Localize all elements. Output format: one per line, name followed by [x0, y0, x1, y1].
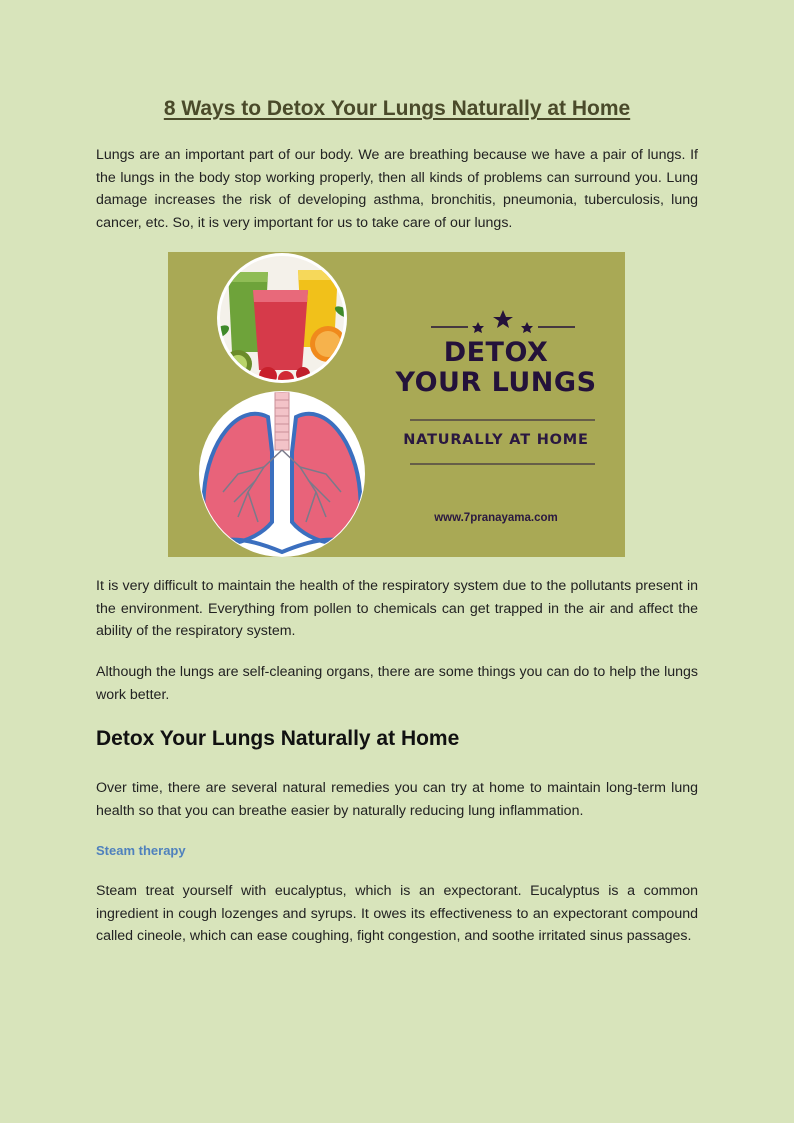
section-heading: Detox Your Lungs Naturally at Home [96, 727, 460, 750]
page-title: 8 Ways to Detox Your Lungs Naturally at Home [163, 97, 631, 120]
paragraph-respiratory-difficulty: It is very difficult to maintain the health of the respiratory system due to the pollutants present in the environment. Everything from pollen to chemicals can get trapped in the air and affect the ability of the respiratory system. [96, 578, 698, 639]
paragraph-natural-remedies: Over time, there are several natural remedies you can try at home to maintain long-term lung health so that you can breathe easier by naturally reducing lung inflammation. [96, 780, 698, 819]
paragraph-intro: Lungs are an important part of our body. We are breathing because we have a pair of lungs. If the lungs in the body stop working properly, then all kinds of problems can surround you. Lung damage increases the risk of developing asthma, bronchitis, pneumonia, tuberculosis, lung cancer, etc. So, it is very important for us to take care of our lungs. [96, 147, 698, 231]
star-icon [493, 310, 513, 328]
star-icon [521, 322, 533, 333]
banner-headline-line2: YOUR LUNGS [395, 367, 597, 398]
subsection-heading-steam: Steam therapy [96, 843, 186, 858]
paragraph-self-cleaning: Although the lungs are self-cleaning organs, there are some things you can do to help the lungs work better. [96, 664, 698, 703]
banner-headline-line1: DETOX [443, 337, 549, 368]
lungs-illustration [199, 391, 365, 557]
banner-subtitle: NATURALLY AT HOME [403, 432, 589, 448]
smoothies-illustration [208, 252, 358, 392]
hero-banner-image [168, 252, 625, 557]
banner-url: www.7pranayama.com [434, 512, 558, 524]
paragraph-steam-therapy: Steam treat yourself with eucalyptus, which is an expectorant. Eucalyptus is a common ingredient in cough lozenges and syrups. It owes its effectiveness to an expectorant compound called cineole, which can ease coughing, fight congestion, and soothe irritated sinus passages. [96, 883, 698, 944]
star-icon [472, 322, 484, 333]
